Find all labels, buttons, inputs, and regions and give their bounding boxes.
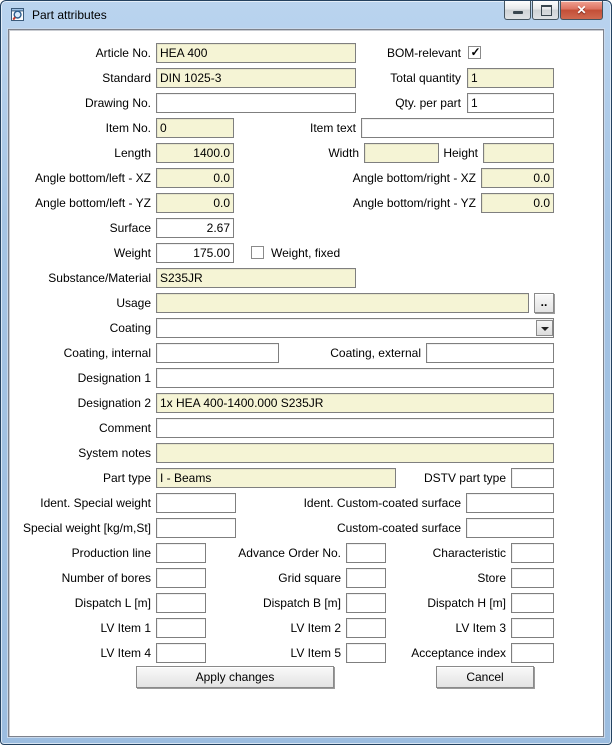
substance-material-field[interactable]: S235JR [156,268,356,288]
weight-fixed-checkbox[interactable] [251,246,264,259]
production-line-field[interactable] [156,543,206,563]
coating-dropdown-button[interactable] [536,320,553,336]
comment-field[interactable] [156,418,554,438]
special-weight-kg-label: Special weight [kg/m,St] [22,521,151,535]
special-weight-kg-field[interactable] [156,518,236,538]
angle-bottom-right-xz-label: Angle bottom/right - XZ [352,171,476,185]
production-line-label: Production line [71,546,151,560]
minimize-icon [513,11,523,14]
bom-relevant-label: BOM-relevant [386,46,461,60]
total-quantity-field[interactable]: 1 [467,68,554,88]
angle-bottom-right-yz-field[interactable]: 0.0 [481,193,554,213]
weight-label: Weight [113,246,151,260]
titlebar[interactable] [1,1,611,29]
length-field[interactable]: 1400.0 [156,143,234,163]
coating-external-label: Coating, external [330,346,421,360]
part-type-field[interactable]: I - Beams [156,468,396,488]
article-no-label: Article No. [95,46,151,60]
close-button[interactable] [560,1,603,20]
item-no-label: Item No. [105,121,151,135]
grid-square-label: Grid square [278,571,341,585]
coating-combobox[interactable] [156,318,554,338]
minimize-button[interactable] [504,1,531,20]
designation-1-field[interactable] [156,368,554,388]
drawing-no-field[interactable] [156,93,356,113]
characteristic-field[interactable] [511,543,554,563]
advance-order-no-label: Advance Order No. [238,546,341,560]
acceptance-index-field[interactable] [511,643,554,663]
qty-per-part-label: Qty. per part [395,96,461,110]
standard-label: Standard [102,71,151,85]
usage-field[interactable] [156,293,529,313]
dropdown-arrow-icon [541,327,549,331]
number-of-bores-field[interactable] [156,568,206,588]
lv-item-1-label: LV Item 1 [100,621,151,635]
characteristic-label: Characteristic [432,546,506,560]
lv-item-1-field[interactable] [156,618,206,638]
angle-bottom-left-yz-field[interactable]: 0.0 [156,193,234,213]
check-icon: ✓ [470,45,481,59]
drawing-no-label: Drawing No. [84,96,151,110]
surface-label: Surface [109,221,151,235]
advance-order-no-field[interactable] [346,543,386,563]
qty-per-part-field[interactable]: 1 [467,93,554,113]
coating-external-field[interactable] [426,343,554,363]
part-type-label: Part type [102,471,151,485]
bom-relevant-checkbox[interactable] [468,46,481,59]
article-no-field[interactable]: HEA 400 [156,43,356,63]
part-attributes-icon [10,7,26,23]
height-field[interactable] [483,143,554,163]
custom-coated-surface-field[interactable] [466,518,554,538]
store-label: Store [477,571,506,585]
lv-item-3-field[interactable] [511,618,554,638]
apply-changes-button[interactable]: Apply changes [136,666,334,688]
system-notes-label: System notes [78,446,151,460]
substance-material-label: Substance/Material [48,271,151,285]
height-label: Height [443,146,478,160]
width-label: Width [328,146,359,160]
lv-item-2-label: LV Item 2 [290,621,341,635]
lv-item-4-field[interactable] [156,643,206,663]
ident-special-weight-field[interactable] [156,493,236,513]
dstv-part-type-field[interactable] [511,468,554,488]
angle-bottom-left-xz-field[interactable]: 0.0 [156,168,234,188]
acceptance-index-label: Acceptance index [411,646,506,660]
dstv-part-type-label: DSTV part type [423,471,506,485]
store-field[interactable] [511,568,554,588]
item-no-field[interactable]: 0 [156,118,234,138]
lv-item-4-label: LV Item 4 [100,646,151,660]
item-text-field[interactable] [361,118,554,138]
angle-bottom-right-yz-label: Angle bottom/right - YZ [352,196,476,210]
dispatch-b-label: Dispatch B [m] [262,596,341,610]
lv-item-5-field[interactable] [346,643,386,663]
dispatch-l-field[interactable] [156,593,206,613]
surface-field[interactable]: 2.67 [156,218,234,238]
total-quantity-label: Total quantity [390,71,461,85]
lv-item-5-label: LV Item 5 [290,646,341,660]
usage-label: Usage [116,296,151,310]
ident-custom-coated-surface-label: Ident. Custom-coated surface [303,496,461,510]
angle-bottom-left-xz-label: Angle bottom/left - XZ [34,171,151,185]
lv-item-2-field[interactable] [346,618,386,638]
dispatch-l-label: Dispatch L [m] [74,596,151,610]
coating-label: Coating [109,321,151,335]
grid-square-field[interactable] [346,568,386,588]
dispatch-h-field[interactable] [511,593,554,613]
ident-special-weight-label: Ident. Special weight [40,496,151,510]
ident-custom-coated-surface-field[interactable] [466,493,554,513]
coating-internal-field[interactable] [156,343,279,363]
system-notes-field[interactable] [156,443,554,463]
coating-internal-label: Coating, internal [63,346,151,360]
angle-bottom-right-xz-field[interactable]: 0.0 [481,168,554,188]
weight-fixed-label: Weight, fixed [271,246,341,260]
designation-1-label: Designation 1 [77,371,151,385]
dispatch-h-label: Dispatch H [m] [427,596,506,610]
custom-coated-surface-label: Custom-coated surface [336,521,461,535]
maximize-button[interactable] [532,1,559,20]
maximize-icon [541,5,552,16]
weight-field[interactable]: 175.00 [156,243,234,263]
dispatch-b-field[interactable] [346,593,386,613]
standard-field[interactable]: DIN 1025-3 [156,68,356,88]
designation-2-field[interactable]: 1x HEA 400-1400.000 S235JR [156,393,554,413]
width-field[interactable] [364,143,439,163]
close-icon: ✕ [576,3,587,17]
number-of-bores-label: Number of bores [61,571,151,585]
designation-2-label: Designation 2 [77,396,151,410]
lv-item-3-label: LV Item 3 [455,621,506,635]
comment-label: Comment [98,421,151,435]
length-label: Length [114,146,151,160]
item-text-label: Item text [309,121,356,135]
cancel-button[interactable]: Cancel [436,666,534,688]
usage-browse-button[interactable]: .. [534,293,554,313]
window-title: Part attributes [32,8,107,22]
angle-bottom-left-yz-label: Angle bottom/left - YZ [35,196,151,210]
